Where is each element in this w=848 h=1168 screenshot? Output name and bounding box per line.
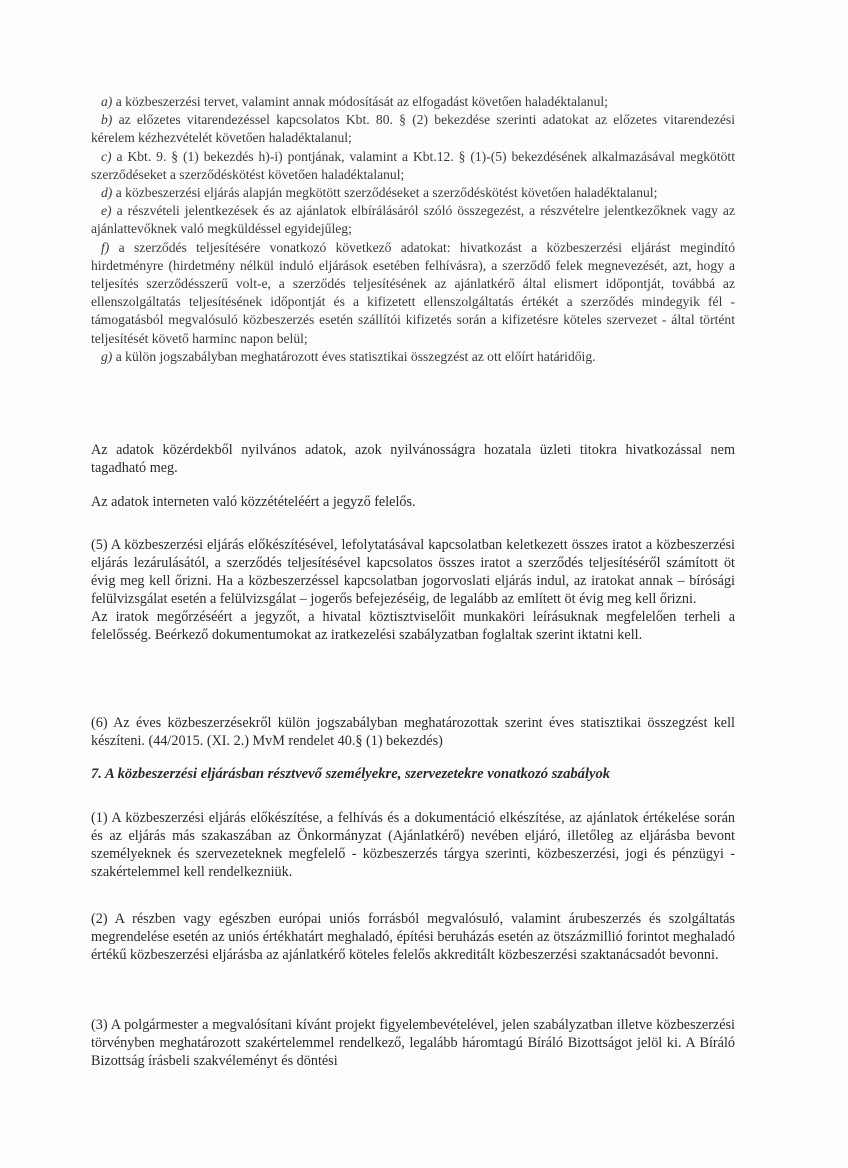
list-marker: a) — [101, 94, 113, 109]
list-marker: b) — [101, 112, 113, 128]
list-text: a szerződés teljesítésére vonatkozó következő adatokat: hivatkozást a közbeszerzési eljárást megindító hirdetményre (hirdetmény nélkül induló eljárások esetében felhívásra), a szerződő felek megnevezését, azt, hogy a teljesítés szerződésszerű volt-e, a szerződés teljesítésének az ajánlatkérő által elismert időpontját, továbbá az ellenszolgáltatás teljesítésének időpontját és a kifizetett ellenszolgáltatás értékét a szerződés mindegyik fél - támogatásból megvalósuló közbeszerzés esetén szállítói kifizetés során a kifizetésre köteles szervezet - által történt teljesítését követő harminc napon belül; — [91, 239, 735, 346]
rule-3 — [91, 1016, 735, 1070]
section-6 — [91, 714, 735, 750]
list-marker: d) — [101, 185, 113, 201]
list-item-g — [91, 348, 735, 366]
paragraph-text: Az adatok közérdekből nyilvános adatok, azok nyilvánosságra hozatala üzleti titokra hivatkozással nem tagadható meg. — [91, 442, 735, 476]
list-item-b — [91, 111, 735, 147]
paragraph-text: Az iratok megőrzéséért a jegyzőt, a hivatal köztisztviselőit munkaköri leírásuknak megfelelően terheli a felelősség. Beérkező dokumentumokat az iratkezelési szabályzatban foglaltak szerint iktatni kell. — [91, 609, 735, 643]
chapter-heading: 7. A közbeszerzési eljárásban résztvevő személyekre, szervezetekre vonatkozó szabályok — [91, 766, 611, 782]
list-item-d — [91, 184, 735, 202]
list-text: az előzetes vitarendezéssel kapcsolatos Kbt. 80. § (2) bekezdése szerinti adatokat az előzetes vitarendezési kérelem kézhezvételét követően haladéktalanul; — [91, 112, 735, 146]
list-text: a Kbt. 9. § (1) bekezdés h)-i) pontjának, valamint a Kbt.12. § (1)-(5) bekezdésének alkalmazásával megkötött szerződéseket a szerződéskötést követően haladéktalanul; — [91, 148, 735, 182]
rule-2 — [91, 910, 735, 964]
list-text: a külön jogszabályban meghatározott éves statisztikai összegzést az ott előírt határidőig. — [115, 348, 596, 364]
paragraph-text: (3) A polgármester a megvalósítani kívánt projekt figyelembevételével, jelen szabályzatban illetve közbeszerzési törvényben meghatározott szakértelemmel rendelkező, legalább háromtagú Bíráló Bizottságot jelöl ki. A Bíráló Bizottság írásbeli szakvéleményt és döntési — [91, 1017, 735, 1069]
list-text: a közbeszerzési tervet, valamint annak módosítását az elfogadást követően haladéktalanul; — [115, 94, 608, 109]
list-item-c — [91, 148, 735, 184]
list-block — [91, 93, 735, 366]
list-item-f — [91, 239, 735, 348]
list-marker: f) — [101, 239, 110, 255]
public-data-paragraph — [91, 441, 735, 477]
list-text: a közbeszerzési eljárás alapján megkötött szerződéseket a szerződéskötést követően haladéktalanul; — [115, 185, 658, 201]
list-item-e — [91, 202, 735, 238]
list-marker: c) — [101, 148, 112, 164]
paragraph-text: (2) A részben vagy egészben európai uniós forrásból megvalósuló, valamint árubeszerzés és szolgáltatás megrendelése esetén az uniós értékhatárt meghaladó, építési beruházás esetén az ötszázmillió forintot meghaladó értékű közbeszerzési eljárásba az ajánlatkérő köteles felelős akkreditált közbeszerzési szaktanácsadót bevonni. — [91, 911, 735, 963]
section-5 — [91, 536, 735, 644]
rule-1 — [91, 809, 735, 881]
paragraph-text: (1) A közbeszerzési eljárás előkészítése, a felhívás és a dokumentáció elkészítése, az ajánlatok értékelése során és az eljárás más szakaszában az Önkormányzat (Ajánlatkérő) nevében eljáró, illetőleg az eljárásba bevont személyeknek és szervezeteknek megfelelő - közbeszerzés tárgya szerinti, közbeszerzési, jogi és pénzügyi - szakértelemmel kell rendelkezniük. — [91, 810, 735, 880]
paragraph-text: (6) Az éves közbeszerzésekről külön jogszabályban meghatározottak szerint éves statisztikai összegzést kell készíteni. (44/2015. (XI. 2.) MvM rendelet 40.§ (1) bekezdés) — [91, 715, 735, 749]
paragraph-text: Az adatok interneten való közzétételéért a jegyző felelős. — [91, 494, 416, 510]
list-marker: g) — [101, 348, 113, 364]
list-item-a — [91, 93, 735, 111]
list-marker: e) — [101, 203, 112, 219]
notary-paragraph — [91, 493, 735, 511]
paragraph-text: (5) A közbeszerzési eljárás előkészítésével, lefolytatásával kapcsolatban keletkezett összes iratot a közbeszerzési eljárás lezárulásától, a szerződés teljesítésével kapcsolatos összes iratot a szerződés teljesítéséről számított öt évig meg kell őrizni. Ha a közbeszerzéssel kapcsolatban jogorvoslati eljárás indul, az iratokat annak – bírósági felülvizsgálat esetén a felülvizsgálat – jogerős befejezéséig, de legalább az említett öt évig meg kell őrizni. — [91, 537, 735, 607]
list-text: a részvételi jelentkezések és az ajánlatok elbírálásáról szóló összegezést, a részvételre jelentkezőknek vagy az ajánlattevőknek való megküldéssel egyidejűleg; — [91, 203, 735, 237]
